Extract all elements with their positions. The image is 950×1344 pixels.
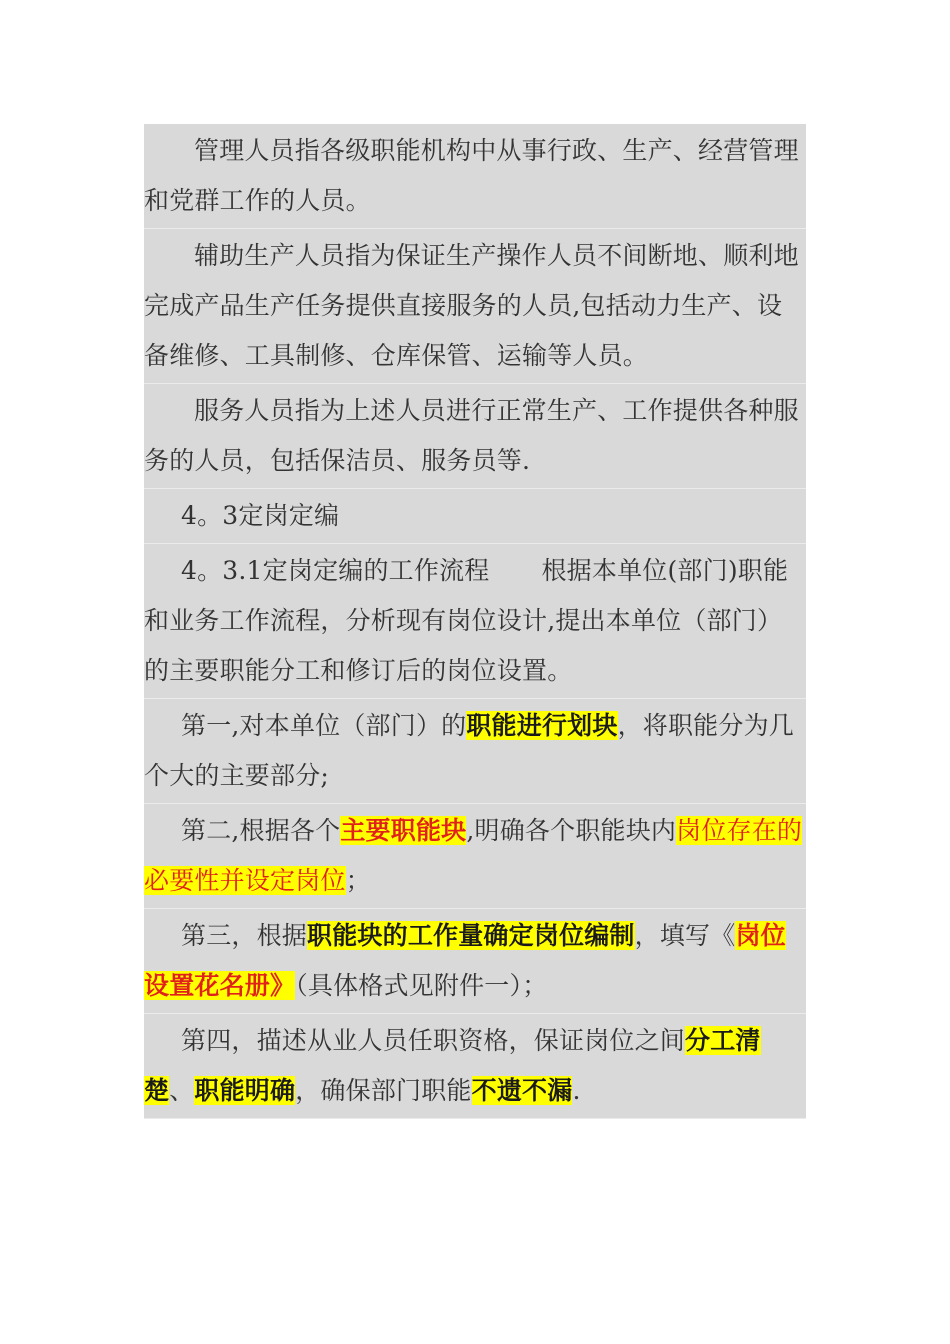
highlight-red-text: 主要职能块 xyxy=(340,816,467,845)
paragraph-text: 第二,根据各个 xyxy=(181,816,341,845)
paragraph-text: 第三，根据 xyxy=(181,921,308,950)
highlight-text: 不遗不漏 xyxy=(471,1076,573,1105)
section-heading-text: 4。3定岗定编 xyxy=(181,501,340,530)
paragraph-text: 第四，描述从业人员任职资格，保证岗位之间 xyxy=(181,1026,686,1055)
highlight-text: 分工清楚 xyxy=(144,1026,761,1105)
paragraph-text: （具体格式见附件一）； xyxy=(295,971,548,1000)
paragraph-step-two xyxy=(144,804,806,909)
highlight-red-text: 岗位存在的必要性并设定岗位 xyxy=(144,816,803,895)
paragraph-text: 服务人员指为上述人员进行正常生产、工作提供各种服务的人员，包括保洁员、服务员等. xyxy=(144,396,799,475)
section-heading-4-3 xyxy=(144,489,806,544)
paragraph-step-one xyxy=(144,699,806,804)
paragraph-text: ，将职能分为几个大的主要部分; xyxy=(144,711,794,790)
paragraph-text: . xyxy=(572,1076,581,1105)
paragraph-step-four xyxy=(144,1014,806,1119)
paragraph-text: 第一,对本单位（部门）的 xyxy=(181,711,467,740)
paragraph-text: 、 xyxy=(169,1076,195,1105)
paragraph-auxiliary-staff xyxy=(144,229,806,384)
paragraph-text: ，填写《 xyxy=(634,921,736,950)
paragraph-workflow xyxy=(144,544,806,699)
paragraph-text: 管理人员指各级职能机构中从事行政、生产、经营管理和党群工作的人员。 xyxy=(144,136,799,215)
paragraph-text: 辅助生产人员指为保证生产操作人员不间断地、顺利地完成产品生产任务提供直接服务的人员,包括动力生产、设备维修、工具制修、仓库保管、运输等人员。 xyxy=(144,241,799,370)
paragraph-service-staff xyxy=(144,384,806,489)
subsection-heading-text: 4。3.1定岗定编的工作流程 xyxy=(181,556,490,585)
highlight-text: 职能块的工作量确定岗位编制 xyxy=(307,921,635,950)
paragraph-text: 根据本单位(部门)职能和业务工作流程，分析现有岗位设计,提出本单位（部门）的主要职能分工和修订后的岗位设置。 xyxy=(144,556,789,685)
document-body xyxy=(144,124,806,1119)
paragraph-text: ,明确各个职能块内 xyxy=(466,816,677,845)
paragraph-management-staff xyxy=(144,124,806,229)
paragraph-step-three xyxy=(144,909,806,1014)
paragraph-text: ； xyxy=(345,866,371,895)
highlight-text: 职能明确 xyxy=(194,1076,296,1105)
highlight-red-text: 岗位设置花名册》 xyxy=(144,921,786,1000)
paragraph-text: ，确保部门职能 xyxy=(295,1076,472,1105)
highlight-text: 职能进行划块 xyxy=(466,711,618,740)
